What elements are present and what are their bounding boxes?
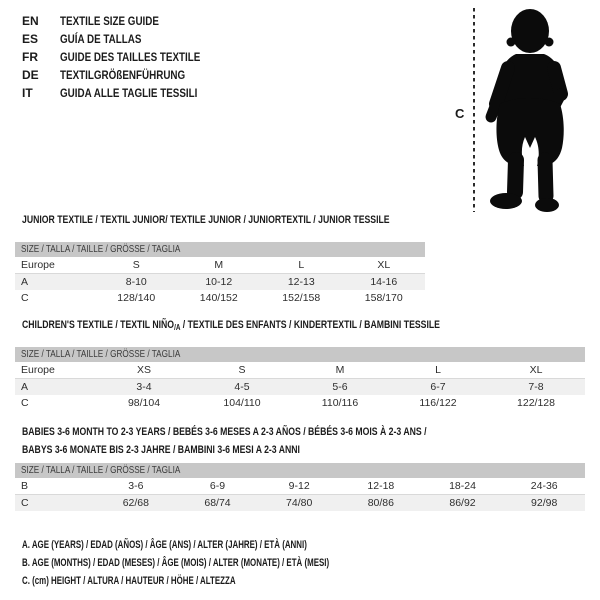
table-row xyxy=(15,478,585,495)
value-cell: 7-8 xyxy=(528,381,544,393)
language-label: GUIDA ALLE TAGLIE TESSILI xyxy=(60,86,198,100)
table-header-bar xyxy=(15,242,425,257)
language-code: EN xyxy=(22,14,39,28)
babies-section-title xyxy=(22,423,534,459)
value-cell: 4-5 xyxy=(234,381,250,393)
value-cell: 80/86 xyxy=(367,497,394,509)
language-label: TEXTILGRÖßENFÜHRUNG xyxy=(60,68,186,82)
value-cell: M xyxy=(335,364,345,376)
value-cell: 86/92 xyxy=(449,497,476,509)
value-cell: 140/152 xyxy=(199,292,238,304)
section-title-text: BABIES 3-6 MONTH TO 2-3 YEARS / BEBÉS 3-6 MESES A 2-3 AÑOS / BÉBÉS 3-6 MOIS À 2-3 ANS / xyxy=(22,426,427,438)
children-section-title xyxy=(22,316,551,337)
row-label-cell: A xyxy=(21,276,29,288)
note-text: C. (cm) HEIGHT / ALTURA / HAUTEUR / HÖHE / ALTEZZA xyxy=(22,575,236,587)
value-cell: 9-12 xyxy=(288,480,310,492)
value-cell: 3-6 xyxy=(128,480,144,492)
value-cell: M xyxy=(214,259,224,271)
language-label: TEXTILE SIZE GUIDE xyxy=(60,14,159,28)
value-cell: 98/104 xyxy=(127,397,161,409)
section-title-text: BABYS 3-6 MONATE BIS 2-3 JAHRE / BAMBINI 3-6 MESI A 2-3 ANNI xyxy=(22,444,300,456)
value-cell: L xyxy=(435,364,441,376)
table-row xyxy=(15,257,425,274)
value-cell: 5-6 xyxy=(332,381,348,393)
value-cell: 12-13 xyxy=(287,276,315,288)
row-label-cell: C xyxy=(21,397,29,409)
language-label: GUÍA DE TALLAS xyxy=(60,32,142,46)
value-cell: 92/98 xyxy=(531,497,558,509)
value-cell: 110/116 xyxy=(321,397,359,409)
value-cell: 104/110 xyxy=(223,397,261,409)
language-row xyxy=(22,66,231,84)
babies-size-table xyxy=(15,463,585,511)
table-row xyxy=(15,274,425,290)
value-cell: 3-4 xyxy=(136,381,152,393)
value-cell: 68/74 xyxy=(204,497,231,509)
language-row xyxy=(22,30,231,48)
language-code: FR xyxy=(22,50,38,64)
value-cell: 62/68 xyxy=(122,497,149,509)
table-header-bar xyxy=(15,463,585,478)
table-row xyxy=(15,290,425,306)
language-row xyxy=(22,84,231,102)
value-cell: 152/158 xyxy=(282,292,321,304)
value-cell: L xyxy=(298,259,305,271)
table-header-text: SIZE / TALLA / TAILLE / GRÖSSE / TAGLIA xyxy=(21,243,181,255)
value-cell: XL xyxy=(377,259,391,271)
table-header-bar xyxy=(15,347,585,362)
language-row xyxy=(22,48,231,66)
value-cell: 128/140 xyxy=(117,292,156,304)
children-size-table xyxy=(15,347,585,411)
value-cell: 6-9 xyxy=(209,480,226,492)
table-header-text: SIZE / TALLA / TAILLE / GRÖSSE / TAGLIA xyxy=(21,348,181,360)
value-cell: 74/80 xyxy=(286,497,313,509)
table-row xyxy=(15,379,585,395)
junior-size-table xyxy=(15,242,425,306)
section-title-line xyxy=(22,316,551,337)
value-cell: 18-24 xyxy=(449,480,476,492)
row-label-cell: B xyxy=(21,480,29,492)
value-cell: XS xyxy=(136,364,151,376)
value-cell: 10-12 xyxy=(205,276,233,288)
row-label-cell: C xyxy=(21,292,29,304)
language-row xyxy=(22,12,231,30)
table-row xyxy=(15,495,585,511)
language-code: DE xyxy=(22,68,39,82)
row-label-cell: A xyxy=(21,381,29,393)
note-text: B. AGE (MONTHS) / EDAD (MESES) / ÂGE (MOIS) / ALTER (MONATE) / ETÀ (MESI) xyxy=(22,557,330,569)
note-item xyxy=(22,572,449,590)
section-title-line xyxy=(22,423,534,441)
table-row xyxy=(15,395,585,411)
language-code: IT xyxy=(22,86,33,100)
value-cell: 8-10 xyxy=(125,276,147,288)
language-label: GUIDE DES TAILLES TEXTILE xyxy=(60,50,201,64)
section-title-line xyxy=(22,441,534,459)
language-list xyxy=(22,12,231,102)
value-cell: 14-16 xyxy=(370,276,398,288)
value-cell: 122/128 xyxy=(517,397,555,409)
section-title-line xyxy=(22,211,487,229)
value-cell: XL xyxy=(529,364,543,376)
row-label-cell: C xyxy=(21,497,29,509)
value-cell: 158/170 xyxy=(364,292,403,304)
row-label-cell: Europe xyxy=(21,259,55,271)
junior-section-title xyxy=(22,211,487,229)
value-cell: S xyxy=(132,259,140,271)
legend-notes xyxy=(22,536,449,590)
value-cell: 116/122 xyxy=(419,397,457,409)
baby-silhouette-icon xyxy=(460,4,584,216)
section-title-text: / TEXTILE DES ENFANTS / KINDERTEXTIL / BAMBINI TESSILE xyxy=(180,319,440,331)
section-title-text: /A xyxy=(174,323,181,332)
value-cell: 12-18 xyxy=(367,480,395,492)
table-header-text: SIZE / TALLA / TAILLE / GRÖSSE / TAGLIA xyxy=(21,464,181,476)
note-item xyxy=(22,554,449,572)
section-title-text: CHILDREN'S TEXTILE / TEXTIL NIÑO xyxy=(22,319,175,331)
row-label-cell: Europe xyxy=(21,364,55,376)
table-row xyxy=(15,362,585,379)
value-cell: 24-36 xyxy=(530,480,558,492)
note-text: A. AGE (YEARS) / EDAD (AÑOS) / ÂGE (ANS) / ALTER (JAHRE) / ETÀ (ANNI) xyxy=(22,539,307,551)
section-title-text: JUNIOR TEXTILE / TEXTIL JUNIOR/ TEXTILE JUNIOR / JUNIORTEXTIL / JUNIOR TESSILE xyxy=(22,214,390,226)
value-cell: S xyxy=(238,364,246,376)
value-cell: 6-7 xyxy=(430,381,446,393)
figure-height-label: C xyxy=(455,106,465,121)
language-code: ES xyxy=(22,32,39,46)
note-item xyxy=(22,536,449,554)
